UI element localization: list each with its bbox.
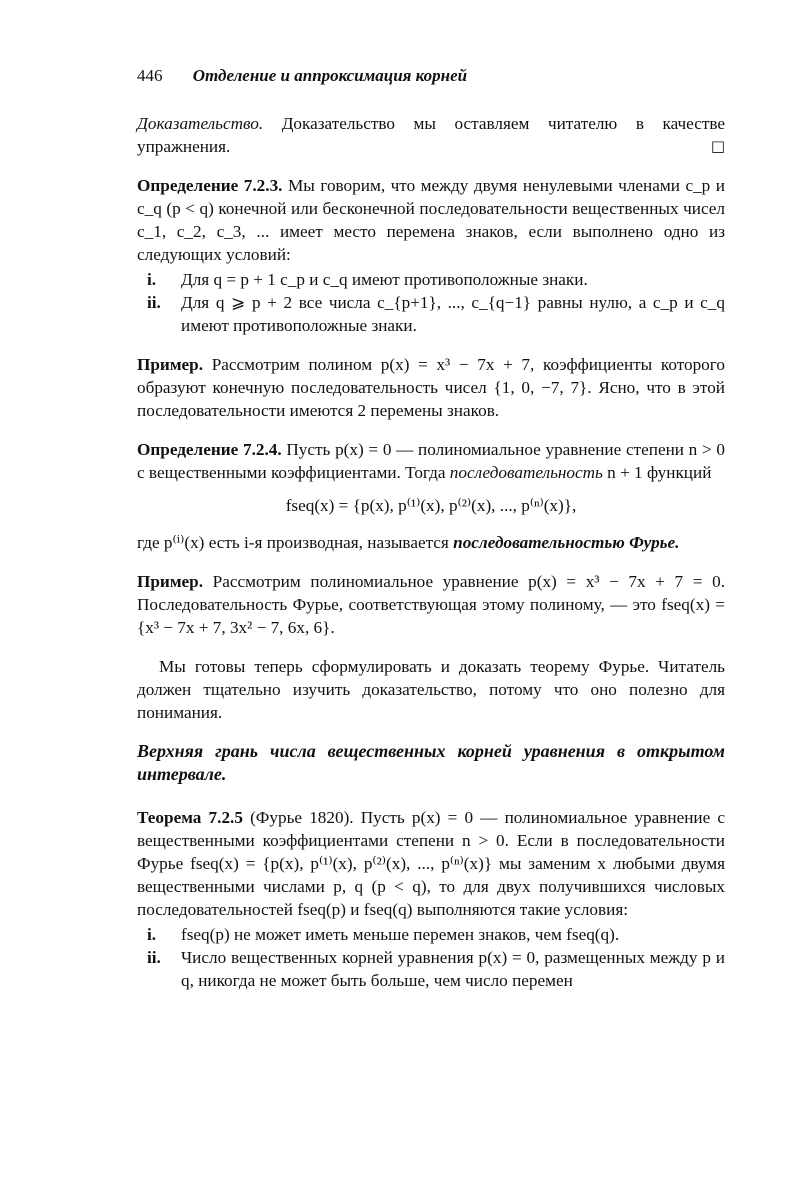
theorem-725 <box>137 806 725 921</box>
list-item <box>137 291 725 337</box>
list-marker: ii. <box>147 948 161 967</box>
example-1-label: Пример. <box>137 355 204 374</box>
definition-724-label: Определение 7.2.4. <box>137 440 282 459</box>
list-marker: i. <box>147 925 157 944</box>
definition-724-text2: n + 1 функций <box>602 463 712 482</box>
theorem-725-label: Теорема 7.2.5 <box>137 808 243 827</box>
page-header <box>137 66 467 86</box>
definition-724-after <box>137 531 725 554</box>
definition-724 <box>137 438 725 484</box>
theorem-725-conditions <box>137 923 725 992</box>
list-item-text: Число вещественных корней уравнения p(x) = 0, размещенных между p и q, никогда не может быть больше, чем число перемен <box>181 948 725 990</box>
list-item-text: fseq(p) не может иметь меньше перемен знаков, чем fseq(q). <box>181 925 620 944</box>
definition-723-text: Мы говорим, что между двумя ненулевыми членами c_p и c_q (p < q) конечной или бесконечной последовательности вещественных чисел c_1, c_2, c_3, ... имеет место перемена знаков, если выполнено одно из следующих условий: <box>137 176 726 264</box>
running-title: Отделение и аппроксимация корней <box>192 66 468 85</box>
definition-724-term: последовательностью Фурье. <box>453 533 680 552</box>
fseq-display-formula: fseq(x) = {p(x), p⁽¹⁾(x), p⁽²⁾(x), ..., p⁽ⁿ⁾(x)}, <box>285 496 577 515</box>
definition-724-after-text: где p⁽ⁱ⁾(x) есть i-я производная, называется <box>137 533 454 552</box>
example-1-text: Рассмотрим полином p(x) = x³ − 7x + 7, коэффициенты которого образуют конечную последовательность чисел {1, 0, −7, 7}. Ясно, что в этой последовательности имеются 2 перемены знаков. <box>137 355 725 420</box>
definition-724-text: Пусть p(x) = 0 — полиномиальное уравнение степени n > 0 с вещественными коэффициентами. Тогда <box>137 440 726 482</box>
qed-square-icon: □ <box>710 137 725 155</box>
theorem-725-text: (Фурье 1820). Пусть p(x) = 0 — полиномиальное уравнение с вещественными коэффициентами степени n > 0. Если в последовательности Фурье fseq(x) = {p(x), p⁽¹⁾(x), p⁽²⁾(x), ..., p⁽ⁿ⁾(x)} мы заменим x любыми двумя вещественными числами p, q (p < q), то для двух получившихся числовых последовательностей fseq(p) и fseq(q) выполняются такие условия: <box>137 808 726 919</box>
definition-724-italic: последовательность <box>449 463 603 482</box>
example-1 <box>137 353 725 422</box>
definition-723 <box>137 174 725 266</box>
list-item-text: Для q ⩾ p + 2 все числа c_{p+1}, ..., c_{q−1} равны нулю, а c_p и c_q имеют противоположные знаки. <box>181 293 725 335</box>
page-body <box>137 112 725 1008</box>
proof-text: Доказательство мы оставляем читателю в качестве упражнения. <box>137 114 725 156</box>
definition-723-label: Определение 7.2.3. <box>137 176 283 195</box>
list-marker: ii. <box>147 293 161 312</box>
example-2 <box>137 570 725 639</box>
list-item <box>137 268 725 291</box>
list-item <box>137 946 725 992</box>
list-item <box>137 923 725 946</box>
page-number: 446 <box>137 66 163 85</box>
section-heading: Верхняя грань числа вещественных корней уравнения в открытом интервале. <box>137 741 725 784</box>
list-marker: i. <box>147 270 157 289</box>
proof-paragraph <box>137 112 725 158</box>
list-item-text: Для q = p + 1 c_p и c_q имеют противоположные знаки. <box>181 270 588 289</box>
proof-label: Доказательство. <box>137 114 264 133</box>
definition-723-conditions <box>137 268 725 337</box>
intro-paragraph: Мы готовы теперь сформулировать и доказать теорему Фурье. Читатель должен тщательно изучить доказательство, потому что оно полезно для понимания. <box>137 657 725 722</box>
example-2-label: Пример. <box>137 572 204 591</box>
example-2-text: Рассмотрим полиномиальное уравнение p(x) = x³ − 7x + 7 = 0. Последовательность Фурье, соответствующая этому полиному, — это fseq(x) = {x³ − 7x + 7, 3x² − 7, 6x, 6}. <box>137 572 725 637</box>
